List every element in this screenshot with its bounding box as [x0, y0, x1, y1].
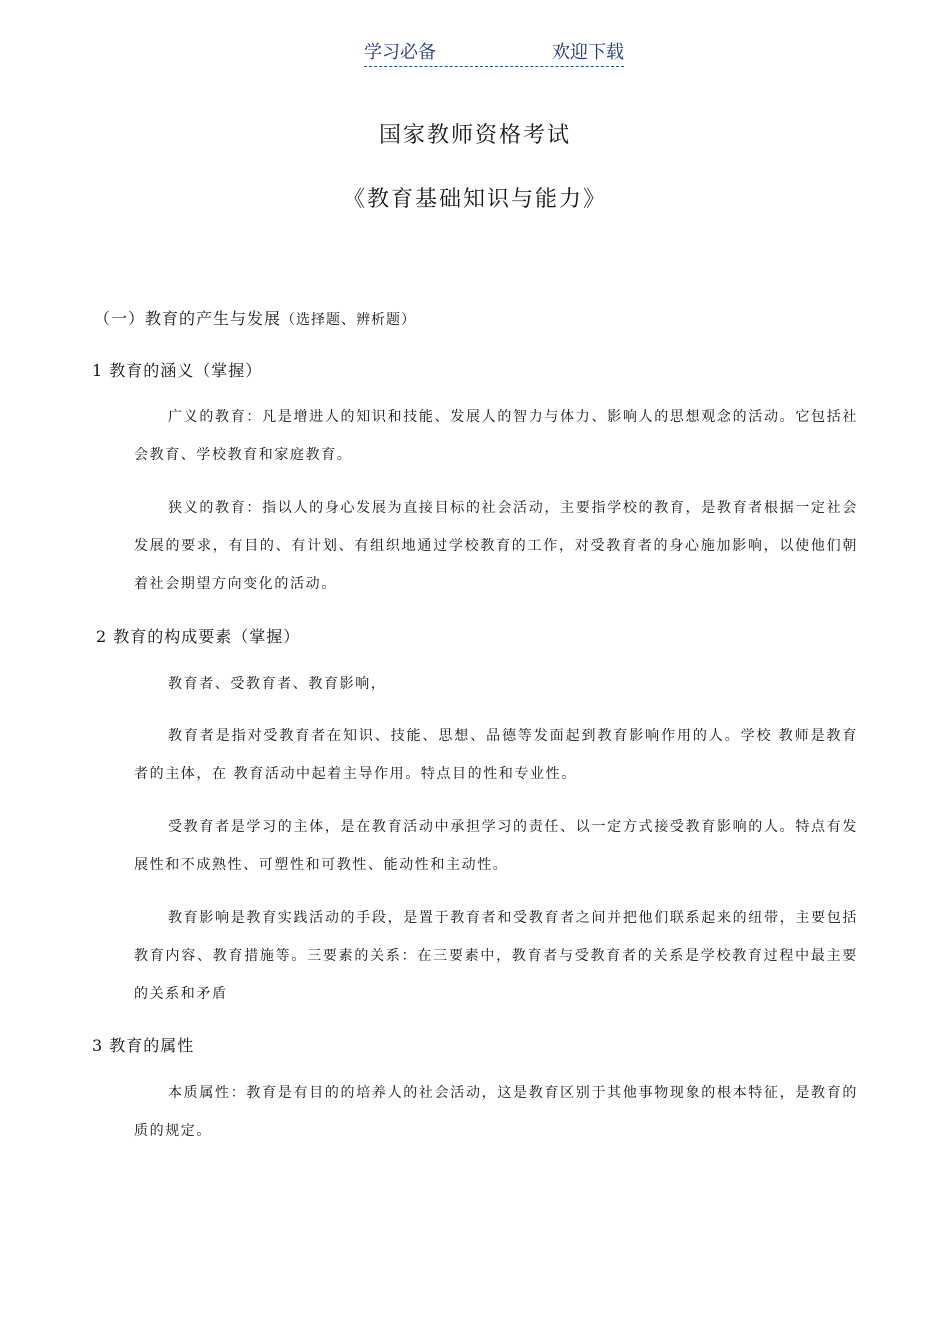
section-heading: [94, 306, 416, 329]
paragraph-essential-attribute: 本质属性：教育是有目的的培养人的社会活动，这是教育区别于其他事物现象的根本特征，是教育的质的规定。: [134, 1085, 858, 1139]
paragraph-educational-influence: 教育影响是教育实践活动的手段，是置于教育者和受教育者之间并把他们联系起来的纽带，主要包括教育内容、教育措施等。三要素的关系：在三要素中，教育者与受教育者的关系是学校教育过程中最主要的关系和矛盾: [134, 910, 858, 1002]
section-heading-text: （一）教育的产生与发展: [94, 309, 282, 328]
header-right-text: 欢迎下载: [552, 42, 624, 63]
subsection-1-heading: 1 教育的涵义（掌握）: [92, 361, 263, 380]
paragraph-learner: 受教育者是学习的主体，是在教育活动中承担学习的责任、以一定方式接受教育影响的人。特点有发展性和不成熟性、可塑性和可教性、能动性和主动性。: [134, 819, 858, 873]
document-title: 国家教师资格考试: [378, 123, 571, 148]
paragraph-narrow-education: 狭义的教育：指以人的身心发展为直接目标的社会活动，主要指学校的教育，是教育者根据一定社会发展的要求，有目的、有计划、有组织地通过学校教育的工作，对受教育者的身心施加影响，以使他们朝着社会期望方向变化的活动。: [134, 500, 858, 592]
page-header: [364, 38, 624, 67]
subsection-3-heading: 3 教育的属性: [92, 1036, 195, 1055]
paragraph-educator: 教育者是指对受教育者在知识、技能、思想、品德等发面起到教育影响作用的人。学校 教师是教育者的主体，在 教育活动中起着主导作用。特点目的性和专业性。: [134, 728, 858, 782]
subsection-2-heading: 2 教育的构成要素（掌握）: [96, 627, 301, 646]
paragraph-elements-list: 教育者、受教育者、教育影响，: [168, 676, 387, 692]
document-subtitle: 《教育基础知识与能力》: [342, 187, 607, 212]
header-left-text: 学习必备: [364, 42, 436, 63]
section-heading-note: （选择题、辨析题）: [281, 312, 417, 328]
paragraph-broad-education: 广义的教育：凡是增进人的知识和技能、发展人的智力与体力、影响人的思想观念的活动。它包括社会教育、学校教育和家庭教育。: [134, 409, 858, 463]
